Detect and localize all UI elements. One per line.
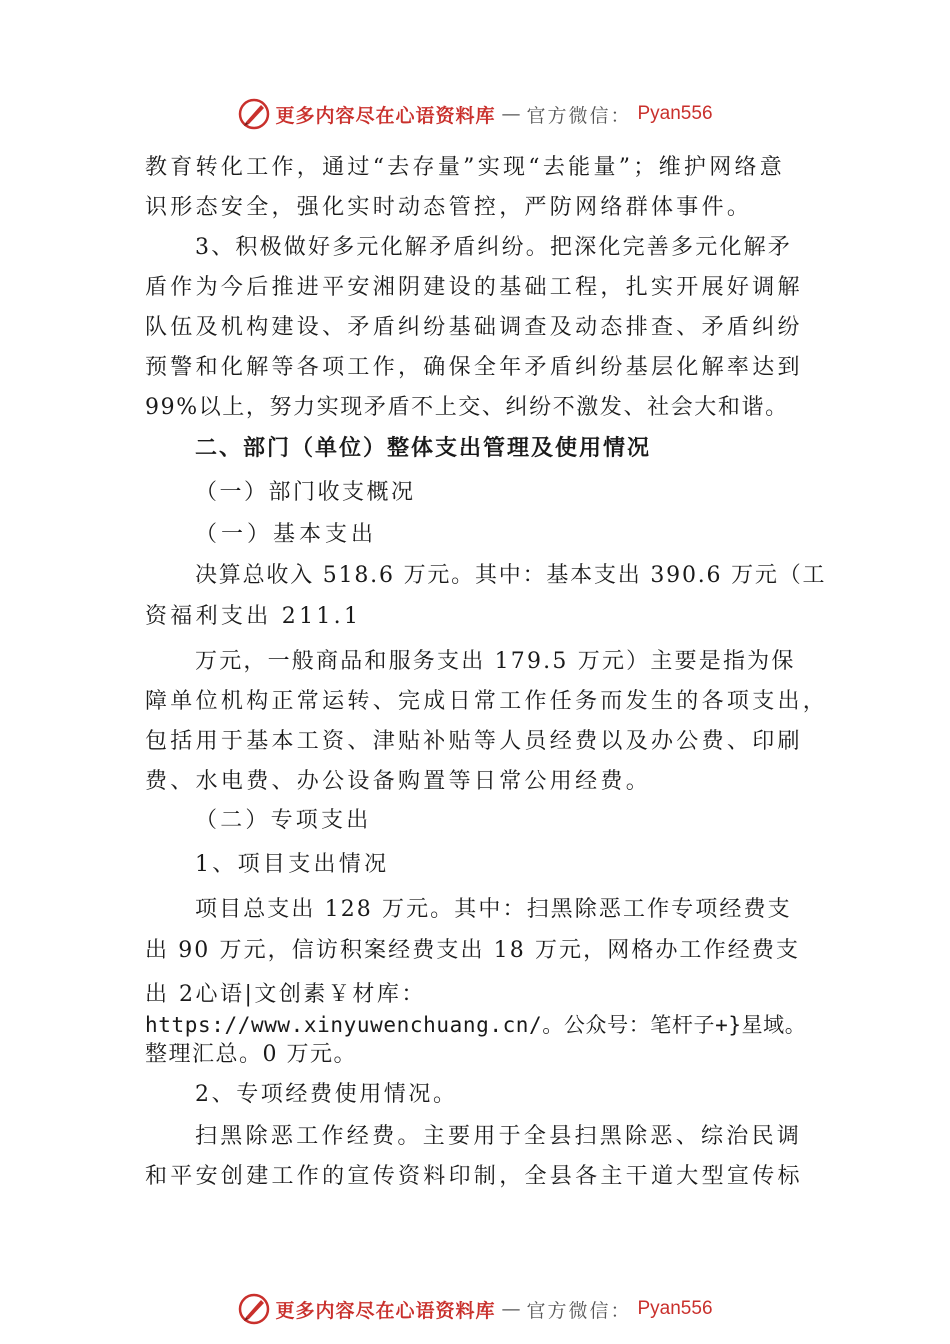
pen-logo-icon — [237, 1292, 271, 1326]
paragraph-line: 包括用于基本工资、津贴补贴等人员经费以及办公费、印刷 — [145, 729, 803, 754]
paragraph-line: 决算总收入 518.6 万元。其中：基本支出 390.6 万元（工 — [195, 563, 827, 588]
banner-wechat-id: Pyan556 — [637, 103, 713, 124]
banner-wechat-id: Pyan556 — [637, 1298, 713, 1319]
paragraph-line: 整理汇总。0 万元。 — [145, 1042, 357, 1067]
paragraph-line: 3、积极做好多元化解矛盾纠纷。把深化完善多元化解矛 — [195, 235, 792, 260]
paragraph-line: 2、专项经费使用情况。 — [195, 1082, 458, 1107]
paragraph-line: https://www.xinyuwenchuang.cn/。公众号：笔杆子+}星域。 — [145, 1013, 807, 1037]
subsection-heading: （一）基本支出 — [195, 522, 378, 547]
paragraph-line: 盾作为今后推进平安湘阴建设的基础工程，扎实开展好调解 — [145, 275, 803, 300]
paragraph-line: 扫黑除恶工作经费。主要用于全县扫黑除恶、综治民调 — [195, 1124, 803, 1149]
pen-logo-icon — [237, 97, 271, 131]
paragraph-line: 项目总支出 128 万元。其中：扫黑除恶工作专项经费支 — [195, 897, 792, 922]
paragraph-line: 和平安创建工作的宣传资料印制，全县各主干道大型宣传标 — [145, 1164, 803, 1189]
paragraph-line: 预警和化解等各项工作，确保全年矛盾纠纷基层化解率达到 — [145, 355, 803, 380]
subsection-heading: （二）专项支出 — [195, 808, 372, 833]
section-heading: 二、部门（单位）整体支出管理及使用情况 — [195, 436, 652, 461]
paragraph-line: 识形态安全，强化实时动态管控，严防网络群体事件。 — [145, 195, 753, 220]
banner-main-text: 更多内容尽在心语资料库 — [275, 104, 496, 127]
paragraph-line: 障单位机构正常运转、完成日常工作任务而发生的各项支出， — [145, 689, 829, 714]
paragraph-line: 资福利支出 211.1 — [145, 604, 362, 629]
paragraph-line: 费、水电费、办公设备购置等日常公用经费。 — [145, 769, 652, 794]
subsection-heading: （一）部门收支概况 — [195, 480, 416, 505]
header-banner — [0, 92, 950, 136]
paragraph-line: 出 2心语|文创素￥材库： — [145, 982, 426, 1007]
banner-main-text: 更多内容尽在心语资料库 — [275, 1299, 496, 1322]
paragraph-line: 教育转化工作，通过“去存量”实现“去能量”；维护网络意 — [145, 155, 786, 180]
paragraph-line: 出 90 万元，信访积案经费支出 18 万元，网格办工作经费支 — [145, 938, 801, 963]
paragraph-line: 万元，一般商品和服务支出 179.5 万元）主要是指为保 — [195, 649, 796, 674]
banner-dash: — — [501, 103, 521, 125]
banner-wechat-label: 官方微信： — [526, 104, 632, 127]
paragraph-line: 队伍及机构建设、矛盾纠纷基础调查及动态排查、矛盾纠纷 — [145, 315, 803, 340]
banner-dash: — — [501, 1298, 521, 1320]
paragraph-line: 1、项目支出情况 — [195, 852, 390, 877]
paragraph-line: 99%以上，努力实现矛盾不上交、纠纷不激发、社会大和谐。 — [145, 395, 789, 420]
footer-banner — [0, 1287, 950, 1331]
banner-wechat-label: 官方微信： — [526, 1299, 632, 1322]
